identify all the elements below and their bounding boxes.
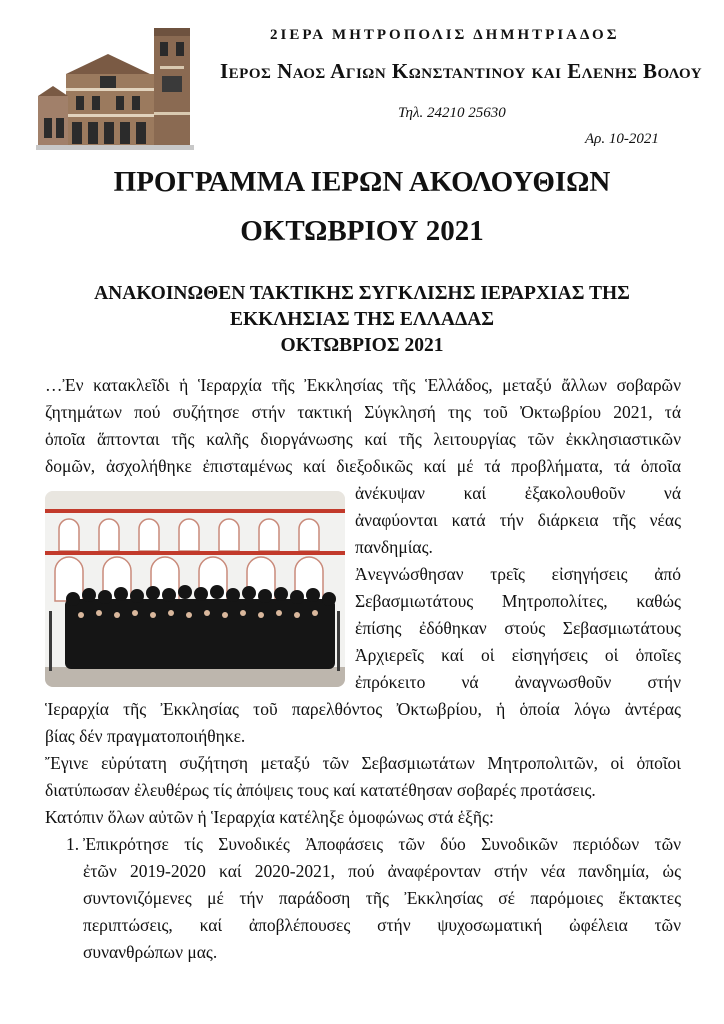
parish-name: Ιερος Ναος Αγιων Κωνσταντινου και Ελενης Βολου (220, 59, 703, 83)
list-item-line: περιπτώσεις, καί ἀποβλέπουσες στήν ψυχοσωματική ὠφέλεια τῶν (83, 915, 681, 935)
body-line: Ἀρχιερεῖς καί οἱ εἰσηγήσεις οἱ ὁποῖες (355, 645, 681, 665)
body-line: ἀνέκυψαν καί ἐξακολουθοῦν νά (355, 483, 681, 503)
body-line: …Ἐν κατακλεῖδι ἡ Ἱεραρχία τῆς Ἐκκλησίας τῆς Ἑλλάδος, μεταξύ ἄλλων σοβαρῶν (45, 375, 681, 395)
hierarchy-group-photo (45, 491, 345, 687)
page-title-line-2: ΟΚΤΩΒΡΙΟΥ 2021 (240, 215, 484, 247)
body-line: δομῶν, ἀσχολήθηκε ἐπισταμένως καί διεξοδικῶς καί μέ τά προβλήματα, τά ὁποῖα (45, 456, 681, 476)
body-line: διατύπωσαν ἐλευθέρως τίς ἀπόψεις τους καί κατατέθησαν σοβαρές προτάσεις. (45, 780, 596, 800)
body-line: Ἀνεγνώσθησαν τρεῖς εἰσηγήσεις ἀπό (355, 564, 681, 584)
body-line: ἐπίσης ἐδόθηκαν στούς Σεβασμιωτάτους (355, 618, 681, 638)
subtitle-line-2: ΕΚΚΛΗΣΙΑΣ ΤΗΣ ΕΛΛΑΔΑΣ (229, 309, 495, 330)
body-line: Ἔγινε εὐρύτατη συζήτηση μεταξύ τῶν Σεβασμιωτάτων Μητροπολιτῶν, οἱ ὁποῖοι (45, 753, 681, 773)
page-title-line-1: ΠΡΟΓΡΑΜΜΑ ΙΕΡΩΝ ΑΚΟΛΟΥΘΙΩΝ (113, 166, 611, 198)
subtitle-line-1: ΑΝΑΚΟΙΝΩΘΕΝ ΤΑΚΤΙΚΗΣ ΣΥΓΚΛΙΣΗΣ ΙΕΡΑΡΧΙΑΣ ΤΗΣ (94, 283, 630, 304)
body-line: ἀναφύονται κατά τήν διάρκεια τῆς νέας (355, 510, 681, 530)
list-item-line: ἐτῶν 2019-2020 καί 2020-2021, πού ἀναφέρονταν στήν νέα πανδημία, ὡς (83, 861, 681, 881)
phone-number: Τηλ. 24210 25630 (398, 105, 506, 121)
body-line: βίας δέν πραγματοποιήθηκε. (45, 726, 246, 746)
body-line: Ἱεραρχία τῆς Ἐκκλησίας τοῦ παρελθόντος Ὀκτωβρίου, ἡ ὁποία λόγω ἀντέρας (45, 699, 681, 719)
body-line: Σεβασμιωτάτους Μητροπολίτες, καθώς (355, 591, 681, 611)
body-line: ζητημάτων πού συζήτησε στήν τακτική Σύγκλησή της τοῦ Ὀκτωβρίου 2021, τά (45, 402, 681, 422)
list-item-line: συντονιζόμενες μέ τήν παράδοση τῆς Ἐκκλησίας σέ παρόμοιες ἔκτακτες (83, 888, 681, 908)
body-line: ὁποῖα ἅπτονται τῆς καλῆς διοργάνωσης καί τῆς λειτουργίας τῶν ἐκκλησιαστικῶν (45, 429, 681, 449)
church-image (36, 26, 194, 150)
subtitle-line-3: ΟΚΤΩΒΡΙΟΣ 2021 (280, 335, 444, 356)
list-item-number: 1. (66, 834, 80, 854)
body-line: πανδημίας. (355, 537, 433, 557)
metropolis-name: 2ΙΕΡΑ ΜΗΤΡΟΠΟΛΙΣ ΔΗΜΗΤΡΙΑΔΟΣ (270, 27, 620, 43)
document-number: Αρ. 10-2021 (585, 131, 659, 147)
list-item-line: Ἐπικρότησε τίς Συνοδικές Ἀποφάσεις τῶν δύο Συνοδικῶν περιόδων τῶν (83, 834, 681, 854)
body-line: ἐπρόκειτο νά ἀναγνωσθοῦν στήν (355, 672, 681, 692)
list-item-line: συνανθρώπων μας. (83, 942, 218, 962)
body-line: Κατόπιν ὅλων αὐτῶν ἡ Ἱεραρχία κατέληξε ὁμοφώνως στά ἑξῆς: (45, 807, 494, 827)
